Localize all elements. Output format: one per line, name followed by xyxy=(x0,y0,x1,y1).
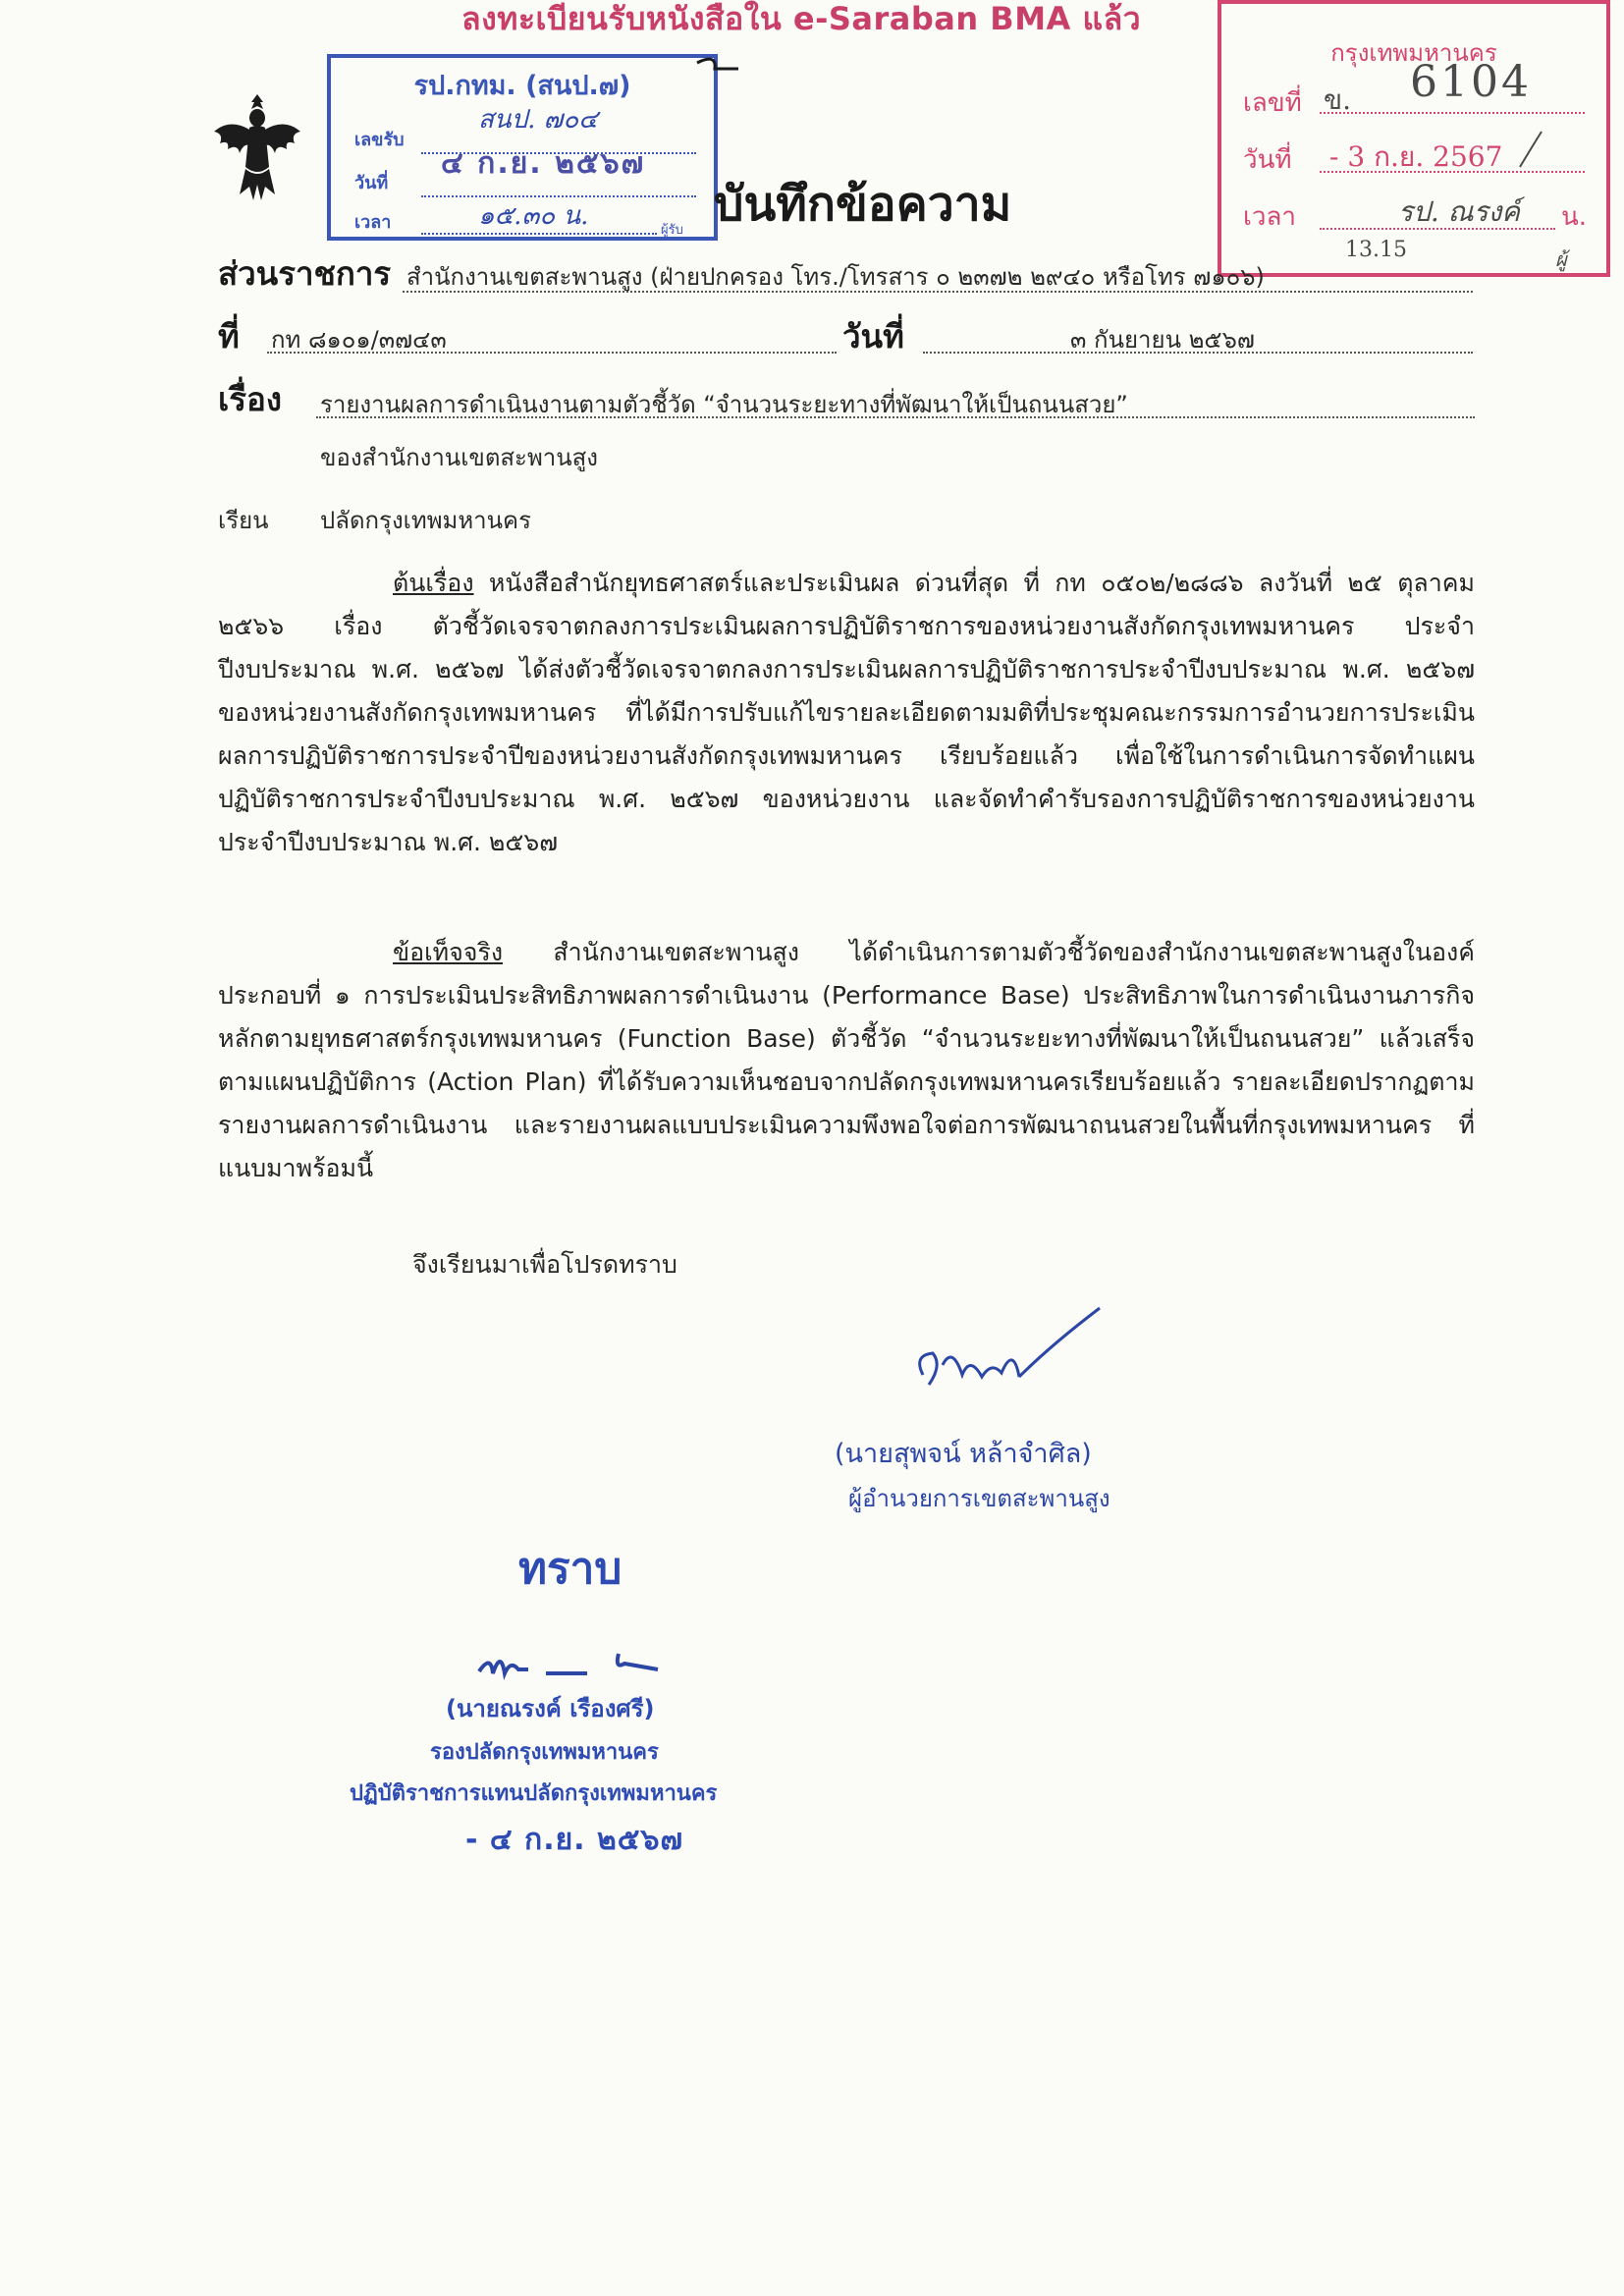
acknowledge-word: ทราบ xyxy=(518,1544,623,1594)
stamp-red-date-label: วันที่ xyxy=(1243,145,1292,175)
stamp-red-time-suffix: น. xyxy=(1561,202,1588,232)
deputy-position-2: ปฏิบัติราชการแทนปลัดกรุงเทพมหานคร xyxy=(350,1781,718,1806)
stamp-red-title: กรุงเทพมหานคร xyxy=(1330,39,1497,67)
stamp-blue-date-label: วันที่ xyxy=(354,173,389,193)
paragraph-1-text: หนังสือสำนักยุทธศาสตร์และประเมินผล ด่วนที่สุด ที่ กท ๐๕๐๒/๒๘๘๖ ลงวันที่ ๒๕ ตุลาคม ๒๕๖๖ เรื่อง ตัวชี้วัดเจรจาตกลงการประเมินผลการปฏิบัติราชการของหน่วยงานสังกัดกรุงเทพมหานคร ประจำปีงบประมาณ พ.ศ. ๒๕๖๗ ได้ส่งตัวชี้วัดเจรจาตกลงการประเมินผลการปฏิบัติราชการประจำปีงบประมาณ พ.ศ. ๒๕๖๗ ของหน่วยงานสังกัดกรุงเทพมหานคร ที่ได้มีการปรับแก้ไขรายละเอียดตามมติที่ประชุมคณะกรรมการอำนวยการประเมินผลการปฏิบัติราชการประจำปีของหน่วยงานสังกัดกรุงเทพมหานคร เรียบร้อยแล้ว เพื่อใช้ในการดำเนินการจัดทำแผนปฏิบัติราชการประจำปีงบประมาณ พ.ศ. ๒๕๖๗ ของหน่วยงาน และจัดทำคำรับรองการปฏิบัติราชการของหน่วยงานประจำปีงบประมาณ พ.ศ. ๒๕๖๗ xyxy=(218,569,1475,856)
received-stamp-blue xyxy=(327,54,718,241)
garuda-emblem-icon xyxy=(210,88,304,206)
director-signature-icon xyxy=(903,1306,1110,1414)
acknowledge-date: - ๔ ก.ย. ๒๕๖๗ xyxy=(465,1823,684,1857)
closing-line: จึงเรียนมาเพื่อโปรดทราบ xyxy=(412,1250,677,1279)
subject-line2: ของสำนักงานเขตสะพานสูง xyxy=(320,444,599,471)
received-stamp-red xyxy=(1218,0,1610,277)
stamp-blue-title: รป.กทม. (สนป.๗) xyxy=(413,71,631,101)
pen-mark-icon xyxy=(687,49,746,88)
red-pen-tick-icon xyxy=(1512,128,1551,177)
stamp-red-number-value: 6104 xyxy=(1410,57,1532,107)
stamp-blue-note: ผู้รับ xyxy=(661,223,683,238)
stamp-red-number-prefix: ข. xyxy=(1324,83,1352,116)
reference-value: กท ๘๑๐๑/๓๗๔๓ xyxy=(271,326,447,354)
deputy-signature-icon xyxy=(471,1640,668,1689)
stamp-blue-receive-label: เลขรับ xyxy=(354,130,405,150)
stamp-red-initial: ผู้ xyxy=(1555,247,1567,271)
stamp-red-date-value: - 3 ก.ย. 2567 xyxy=(1329,140,1503,173)
date-label: วันที่ xyxy=(842,317,904,355)
deputy-name: (นายณรงค์ เรืองศรี) xyxy=(446,1695,655,1722)
stamp-red-time-value: รป. ณรงค์ xyxy=(1398,195,1521,228)
agency-label: ส่วนราชการ xyxy=(218,254,392,293)
stamp-red-time-sub: 13.15 xyxy=(1345,238,1407,262)
to-value: ปลัดกรุงเทพมหานคร xyxy=(320,507,531,534)
stamp-blue-time-value: ๑๕.๓๐ น. xyxy=(478,201,589,231)
director-position: ผู้อำนวยการเขตสะพานสูง xyxy=(848,1485,1110,1512)
director-name: (นายสุพจน์ หล้าจำศิล) xyxy=(835,1439,1092,1469)
e-saraban-banner-stamp: ลงทะเบียนรับหนังสือใน e-Saraban BMA แล้ว xyxy=(461,0,1142,37)
date-value: ๓ กันยายน ๒๕๖๗ xyxy=(1070,326,1255,354)
deputy-position-1: รองปลัดกรุงเทพมหานคร xyxy=(430,1740,659,1765)
to-label: เรียน xyxy=(218,507,269,534)
stamp-red-number-label: เลขที่ xyxy=(1243,88,1302,118)
body-paragraph-1 xyxy=(218,562,1475,864)
subject-label: เรื่อง xyxy=(218,380,282,418)
paragraph-2-lead: ข้อเท็จจริง xyxy=(393,938,504,966)
body-paragraph-2 xyxy=(218,931,1475,1190)
stamp-blue-receive-value: สนป. ๗๐๔ xyxy=(478,105,598,135)
subject-line1: รายงานผลการดำเนินงานตามตัวชี้วัด “จำนวนระยะทางที่พัฒนาให้เป็นถนนสวย” xyxy=(320,391,1128,418)
paragraph-1-lead: ต้นเรื่อง xyxy=(393,569,474,597)
stamp-blue-date-value: ๔ ก.ย. ๒๕๖๗ xyxy=(441,146,646,181)
stamp-blue-time-label: เวลา xyxy=(354,212,392,233)
agency-value: สำนักงานเขตสะพานสูง (ฝ่ายปกครอง โทร./โทรสาร ๐ ๒๓๗๒ ๒๙๔๐ หรือโทร ๗๑๐๖) xyxy=(406,263,1265,291)
reference-label: ที่ xyxy=(218,317,240,355)
stamp-red-time-label: เวลา xyxy=(1243,202,1297,232)
stamp-red-number-line xyxy=(1320,112,1585,114)
paragraph-2-text: สำนักงานเขตสะพานสูง ได้ดำเนินการตามตัวชี้วัดของสำนักงานเขตสะพานสูงในองค์ประกอบที่ ๑ การประเมินประสิทธิภาพผลการดำเนินงาน (Performance Base) ประสิทธิภาพในการดำเนินงานภารกิจหลักตามยุทธศาสตร์กรุงเทพมหานคร (Function Base) ตัวชี้วัด “จำนวนระยะทางที่พัฒนาให้เป็นถนนสวย” แล้วเสร็จตามแผนปฏิบัติการ (Action Plan) ที่ได้รับความเห็นชอบจากปลัดกรุงเทพมหานครเรียบร้อยแล้ว รายละเอียดปรากฏตามรายงานผลการดำเนินงาน และรายงานผลแบบประเมินความพึงพอใจต่อการพัฒนาถนนสวยในพื้นที่กรุงเทพมหานคร ที่แนบมาพร้อมนี้ xyxy=(218,938,1475,1182)
document-title: บันทึกข้อความ xyxy=(714,177,1012,232)
